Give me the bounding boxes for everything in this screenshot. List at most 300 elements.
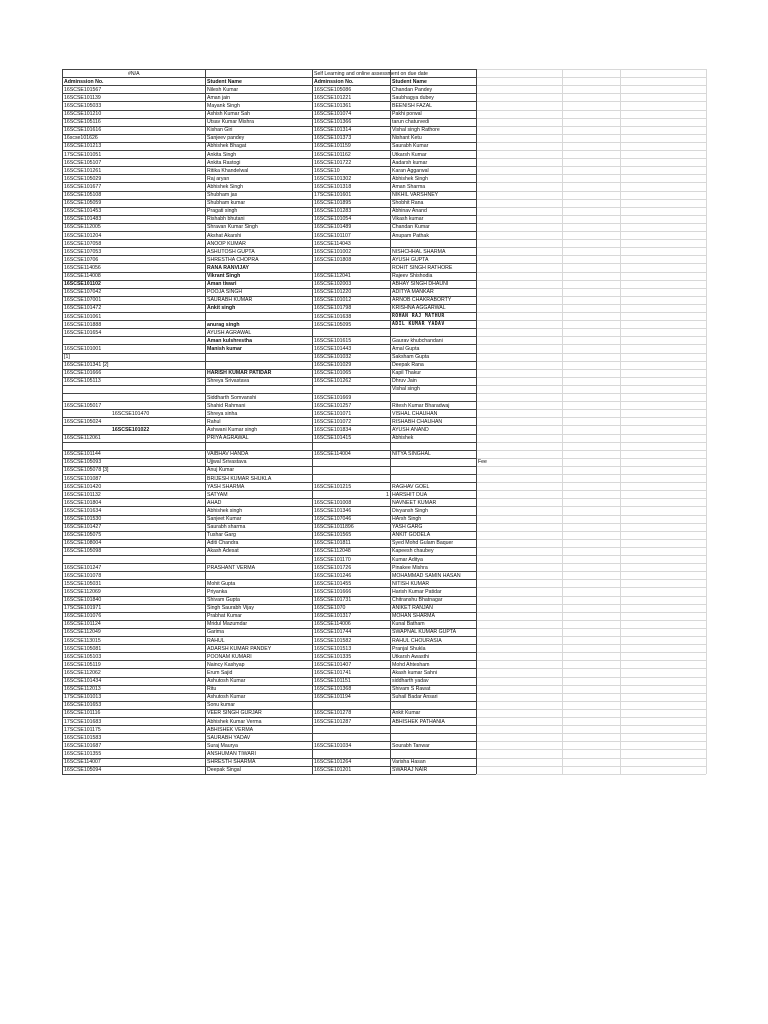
grid-row-line-faint	[476, 110, 706, 111]
student-name-1: Pragati singh	[207, 208, 238, 215]
admission-no-2: 16SCSE101415	[314, 435, 352, 441]
grid-row-line-faint	[476, 482, 706, 483]
student-name-1: Ashish Kumar Sah	[207, 111, 250, 117]
admission-no-1: 16SCSE101102	[64, 281, 101, 288]
admission-no-2: 16SCSE101262	[314, 378, 352, 385]
admission-no-2: 16SCSE1011896	[314, 524, 354, 531]
student-name-1: AHAD	[207, 499, 222, 506]
grid-row-line-faint	[476, 353, 706, 354]
student-name-1: ABHISHEK VERMA	[207, 726, 254, 733]
admission-no-1: 16scse101626	[64, 135, 98, 142]
grid-row-line-faint	[476, 158, 706, 159]
student-name-2: Syed Mohd Gulam Baquer	[392, 540, 454, 547]
student-name-2: tarun chaturvedi	[392, 119, 430, 126]
admission-no-1: 16SCSE108004	[64, 540, 102, 547]
student-name-1: Aman tiwari	[207, 281, 237, 288]
admission-no-2: 16SCSE102003	[314, 281, 352, 288]
student-name-1: Raj aryan	[207, 175, 230, 182]
student-name-1: Priyanka	[207, 588, 228, 595]
admission-no-2: 16SCSE101455	[314, 580, 352, 587]
admission-no-1: 16SCSE101427	[64, 524, 102, 531]
admission-no-2: 16SCSE101443	[314, 345, 352, 352]
grid-row-line-faint	[476, 612, 706, 613]
admission-no-1: 16SCSE101530	[64, 516, 102, 522]
grid-row-line-faint	[476, 344, 706, 345]
student-name-2: Kunal Batham	[392, 621, 425, 628]
student-name-2: SWAPNAL KUMAR GUPTA	[392, 629, 457, 636]
student-name-1: PRASHANT VERMA	[207, 564, 256, 571]
student-name-1: Singh Saurabh Vijay	[207, 605, 254, 612]
admission-no-1: 16SCSE105029	[64, 175, 102, 182]
header-admission-2: Adminssion No.	[314, 78, 354, 85]
admission-no-2: 16SCSE101317	[314, 613, 352, 620]
student-name-1: RAHUL	[207, 637, 225, 644]
admission-no-2: 16SCSE101065	[314, 370, 352, 377]
student-name-2: Deepak Rana	[392, 362, 424, 369]
student-name-2: ABHAY SINGH DHAUNI	[392, 281, 449, 288]
student-name-2: SWARAJ NAIR	[392, 767, 428, 774]
grid-row-line-faint	[476, 126, 706, 127]
student-name-1: Aman kulshrestha	[207, 337, 252, 344]
admission-no-2: 16SCSE101071	[314, 410, 352, 417]
student-name-1: AYUSH AGRAWAL	[207, 329, 252, 336]
admission-no-2: 16SCSE114006	[314, 621, 351, 628]
admission-no-1: 16SCSE101654	[64, 329, 102, 336]
student-name-1: PRIYA AGRAWAL	[207, 435, 249, 441]
admission-no-1: 16SCSE105024	[64, 418, 102, 425]
admission-no-1: 17SCSE101971	[64, 605, 102, 612]
grid-row-line-faint	[476, 774, 706, 775]
student-name-1: Utsav Kumar Mishra	[207, 119, 254, 126]
admission-no-2: 16SCSE101366	[314, 119, 352, 126]
grid-row-line-faint	[476, 215, 706, 216]
student-name-2: Kapil Thakur	[392, 370, 422, 377]
student-name-1: Erum Sajid	[207, 669, 233, 676]
grid-col-line	[312, 69, 313, 774]
student-name-2: Divyansh Singh	[392, 507, 429, 514]
grid-row-line	[62, 466, 476, 467]
admission-no-2: 16SCSE101220	[314, 289, 352, 296]
student-name-1: Vikrant Singh	[207, 273, 241, 279]
grid-row-line-faint	[476, 150, 706, 151]
admission-no-2: 16SCSE101346	[314, 507, 352, 514]
grid-row-line-faint	[476, 677, 706, 678]
student-name-2: Saubhagya dubey	[392, 94, 434, 101]
grid-row-line-faint	[476, 474, 706, 475]
admission-no-2: 16SCSE101283	[314, 208, 352, 215]
student-name-2: Pakhi porwal	[392, 111, 422, 117]
student-name-1: VEER SINGH GURJAR	[207, 710, 262, 717]
grid-row-line-faint	[476, 336, 706, 337]
admission-no-2: 16SCSE10	[314, 167, 340, 174]
student-name-1: Shreya sinha	[207, 410, 238, 417]
admission-no-2: 16SCSE101034	[314, 742, 352, 749]
student-name-1: ANSHUMAN TIWARI	[207, 750, 256, 757]
admission-no-2: 16SCSE105095	[314, 321, 352, 328]
admission-no-1: 16SCSE101453	[64, 208, 102, 215]
student-name-2: Utkarsh Kumar	[392, 151, 427, 158]
student-name-2: Akash kumar Sahni	[392, 669, 437, 676]
admission-no-2: 16SCSE101264	[314, 759, 352, 765]
admission-no-1: 16SCSE105116	[64, 119, 101, 126]
student-name-1: Deepak Singal	[207, 767, 241, 774]
student-name-2: Chitranshu Bhatnagar	[392, 597, 443, 603]
admission-no-2: 16SCSE101107	[314, 232, 351, 239]
grid-row-line-faint	[476, 182, 706, 183]
student-name-1: Garima	[207, 629, 225, 636]
student-name-2: Anupam Pathak	[392, 232, 429, 239]
admission-no-2: 16SCSE114043	[314, 240, 351, 247]
student-name-1: POONAM KUMARI	[207, 653, 252, 660]
grid-row-line-faint	[476, 401, 706, 402]
student-name-2: Kumar Aditya	[392, 556, 423, 563]
admission-no-1: 16SCSE105033	[64, 102, 102, 109]
student-name-1: Abhishek Bhagat	[207, 143, 247, 150]
student-name-2: Saksham Gupta	[392, 354, 430, 360]
student-name-2: ANIKET RANJAN	[392, 605, 433, 612]
grid-row-line-faint	[476, 263, 706, 264]
fee-note: Fee	[478, 459, 487, 466]
grid-row-line-faint	[476, 174, 706, 175]
admission-no-2: 16SCSE101278	[314, 710, 352, 717]
admission-no-2: 16SCSE101012	[314, 297, 352, 304]
student-name-2: Pinakee Mishra	[392, 564, 428, 571]
admission-no-2: 17SCSE101601	[314, 192, 352, 198]
admission-no-2: 16SCSE101008	[314, 499, 352, 506]
admission-no-2: 16SCSE101731	[314, 597, 352, 603]
grid-row-line-faint	[476, 296, 706, 297]
student-name-2: Pranjal Shukla	[392, 645, 426, 652]
admission-no-2: 16SCSE101368	[314, 686, 352, 693]
grid-row-line-faint	[476, 199, 706, 200]
admission-no-2: 16SCSE101615	[314, 337, 352, 344]
grid-row-line-faint	[476, 231, 706, 232]
admission-no-1: 16SCSE112013	[64, 686, 101, 693]
admission-no-1: 16SCSE105103	[64, 653, 102, 660]
admission-no-2: 16SCSE112048	[314, 548, 351, 555]
grid-row-line-faint	[476, 693, 706, 694]
student-name-1: SHRESTHA CHOPRA	[207, 256, 259, 263]
grid-row-line-faint	[476, 312, 706, 313]
admission-no-2: 16SCSE101302	[314, 175, 352, 182]
admission-no-2: 16SCSE101834	[314, 426, 352, 433]
grid-row-line-faint	[476, 207, 706, 208]
student-name-1: SATYAM	[207, 491, 228, 498]
student-name-1: Shahid Rahmani	[207, 402, 246, 409]
student-name-2: Kapeesh chaubey	[392, 548, 434, 555]
admission-no-1: 16SCSE101840	[64, 597, 102, 603]
grid-row-line-faint	[476, 166, 706, 167]
admission-no-1: 16SCSE114056	[64, 264, 101, 271]
admission-no-2: 16SCSE101151	[314, 678, 351, 684]
admission-no-1: [1]	[64, 354, 70, 360]
grid-row-line	[62, 442, 476, 443]
admission-no-1: 17SCSE101683	[64, 718, 102, 725]
admission-no-2: 16SCSE101335	[314, 653, 352, 660]
grid-row-line-faint	[476, 393, 706, 394]
admission-no-1: 16SCSE105017	[64, 402, 102, 409]
student-name-2: ADITYA MANKAR	[392, 289, 434, 296]
grid-col-line	[562, 69, 563, 774]
admission-no-2: 16SCSE101170	[314, 556, 351, 563]
grid-row-line-faint	[476, 563, 706, 564]
admission-no-1: 16SCSE10706	[64, 256, 99, 263]
grid-row-line-faint	[476, 409, 706, 410]
student-name-2: Chandan Kumar	[392, 224, 430, 231]
admission-no-1: 16SCSE101210	[64, 111, 102, 117]
admission-no-1: 17SCSE101051	[64, 151, 102, 158]
student-name-2: Vishal singh Rathore	[392, 127, 440, 134]
student-name-2: HARSHIT DUA	[392, 491, 428, 498]
grid-row-line-faint	[476, 515, 706, 516]
student-name-1: Akshat Akarshi	[207, 232, 242, 239]
student-name-2: MOHAN SHARMA	[392, 613, 435, 620]
admission-no-1: 16SCSE101247	[64, 564, 102, 571]
grid-row-line-faint	[476, 434, 706, 435]
student-name-1: Mohit Gupta	[207, 580, 236, 587]
student-name-1: BRIJESH KUMAR SHUKLA	[207, 475, 272, 482]
admission-no-1: 16SCSE101583	[64, 734, 102, 741]
grid-row-line-faint	[476, 490, 706, 491]
admission-no-2: 16SCSE101054	[314, 216, 352, 223]
admission-no-2: 16SCSE101246	[314, 572, 352, 579]
admission-no-1: 16SCSE101213	[64, 143, 102, 150]
admission-no-1: 16SCSE101804	[64, 499, 102, 506]
admission-no-2: 16SCSE101798	[314, 305, 352, 312]
grid-row-line-faint	[476, 717, 706, 718]
student-name-2: Ritesh Kumar Bharadwaj	[392, 402, 450, 409]
student-name-2: ADIL KUMAR YADAV	[392, 321, 445, 327]
admission-no-2: 16SCSE1070	[314, 605, 346, 612]
header-admission-1: Adminssion No.	[64, 78, 104, 85]
header-name-1: Student Name	[207, 78, 242, 85]
grid-row-line-faint	[476, 369, 706, 370]
student-name-2: siddharth yadav	[392, 678, 429, 684]
admission-no-2: 16SCSE101407	[314, 661, 352, 668]
grid-row-line-faint	[476, 620, 706, 621]
grid-row-line-faint	[476, 69, 706, 70]
admission-no-2: 16SCSE101162	[314, 151, 351, 158]
student-name-1: Ujjwal Srivastava	[207, 459, 247, 466]
grid-row-line	[62, 733, 476, 734]
student-name-2: ARNOB CHAKRABORTY	[392, 297, 452, 304]
student-name-2: KRISHNA AGGARWAL	[392, 305, 446, 312]
student-name-2: Abhishek Singh	[392, 175, 429, 182]
admission-no-2: 16SCSE101221	[314, 94, 352, 101]
grid-row-line-faint	[476, 571, 706, 572]
student-name-2: Dhruv Jain	[392, 378, 417, 385]
student-name-2: Harish Kumar Patidar	[392, 588, 442, 595]
student-name-2: Vikash kumar	[392, 216, 424, 223]
student-name-1: Ankita Rastogi	[207, 159, 241, 166]
admission-no-2: 16SCSE101314	[314, 127, 352, 134]
grid-row-line-faint	[476, 758, 706, 759]
grid-row-line-faint	[476, 733, 706, 734]
student-name-1: Naincy Kashyap	[207, 661, 245, 668]
admission-no-2: 16SCSE101513	[314, 645, 352, 652]
admission-no-2: 16SCSE101257	[314, 402, 352, 409]
grid-col-line	[390, 69, 391, 774]
admission-no-2: 16SCSE101582	[314, 637, 352, 644]
admission-no-2: 16SCSE101565	[314, 532, 352, 539]
student-name-2: Suhail Badar Ansari	[392, 694, 438, 701]
student-name-1: SAURABH KUMAR	[207, 297, 253, 304]
student-name-2: NAVNEET KUMAR	[392, 499, 437, 506]
student-name-1: Saurabh sharma	[207, 524, 246, 531]
student-name-1: Kishan Giri	[207, 127, 233, 134]
admission-no-1: 16SCSE105059	[64, 200, 102, 207]
student-name-2: AYUSH ANAND	[392, 426, 429, 433]
grid-row-line-faint	[476, 709, 706, 710]
admission-no-2: 16SCSE101744	[314, 629, 352, 636]
admission-no-2: 16SCSE101074	[314, 111, 352, 117]
student-name-1: Prabhat Kumar	[207, 613, 242, 620]
admission-no-1: 16SCSE105093	[64, 459, 102, 466]
student-name-1: YASH SHARMA	[207, 483, 245, 490]
grid-row-line-faint	[476, 458, 706, 459]
admission-no-2: 16SCSE101373	[314, 135, 352, 142]
admission-no-1: 16SCSE101116	[64, 710, 101, 717]
admission-no-1: 16SCSE101132	[64, 491, 101, 498]
admission-no-1: 16SCSE101204	[64, 232, 102, 239]
student-name-1: Aditi Chandra	[207, 540, 239, 547]
admission-no-1: 16SCSE105075	[64, 532, 102, 539]
grid-row-line-faint	[476, 450, 706, 451]
admission-no-1: 16SCSE113015	[64, 637, 101, 644]
admission-no-1: 16SCSE101061	[64, 313, 102, 320]
admission-no-1: 16SCSE101022	[112, 426, 150, 433]
grid-row-line-faint	[476, 636, 706, 637]
admission-no-1: 16SCSE105098	[64, 548, 102, 555]
grid-row-line-faint	[476, 741, 706, 742]
admission-no-1: 16SCSE107058	[64, 240, 102, 247]
admission-no-1: 16SCSE112049	[64, 629, 101, 636]
admission-no-1: 16SCSE101677	[64, 183, 102, 190]
grid-row-line-faint	[476, 555, 706, 556]
student-name-2: Mohd Ahtesham	[392, 661, 430, 668]
student-name-1: Abhishek Singh	[207, 183, 244, 190]
admission-no-2: 16SCSE101029	[314, 362, 352, 369]
student-name-2: Shivam S Rawat	[392, 686, 431, 693]
student-name-1: Ritika Khandelwal	[207, 167, 249, 174]
student-name-1: Ashutosh Kumar	[207, 694, 246, 701]
admission-no-1: 16SCSE101355	[64, 750, 102, 757]
admission-no-2: 16SCSE101361	[314, 102, 352, 109]
grid-row-line-faint	[476, 93, 706, 94]
admission-no-1: 16SCSE101616	[64, 127, 102, 134]
admission-no-1: 16SCSE105108	[64, 192, 102, 198]
student-name-2: NIKHIL VARSHNEY	[392, 192, 439, 198]
student-name-1: Shreya Srivastava	[207, 378, 250, 385]
admission-no-2: 16SCSE101194	[314, 694, 351, 701]
grid-col-line	[205, 69, 206, 774]
student-name-1: Shubham jas	[207, 192, 238, 198]
admission-no-1: 16SCSE101001	[64, 345, 102, 352]
admission-no-1: 16SCSE101470	[112, 410, 150, 417]
student-name-1: Shivam Gupta	[207, 597, 240, 603]
admission-no-2: 16SCSE101638	[314, 313, 352, 320]
student-name-2: ABHISHEK PATHANIA	[392, 718, 445, 725]
student-name-2: YASH GARG	[392, 524, 423, 531]
admission-no-1: 16SCSE112069	[64, 588, 101, 595]
admission-no-2: 16SCSE101032	[314, 354, 352, 360]
admission-no-1: 16SCSE101666	[64, 370, 102, 377]
admission-no-1: 16SCSE112061	[64, 435, 101, 441]
student-name-1: Shravan Kumar Singh	[207, 224, 258, 231]
grid-row-line-faint	[476, 77, 706, 78]
admission-no-1: 16SCSE101341 [2]	[64, 362, 109, 369]
student-name-1: ASHUTOSH GUPTA	[207, 248, 255, 255]
student-name-2: VISHAL CHAUHAN	[392, 410, 438, 417]
student-name-2: Varisha Hasan	[392, 759, 426, 765]
student-name-2: ROHIT SINGH RATHORE	[392, 264, 453, 271]
student-name-2: Amal Gupta	[392, 345, 420, 352]
grid-row-line-faint	[476, 466, 706, 467]
student-name-1: VAIBHAV HANDA	[207, 451, 249, 458]
student-name-1: Sanjeev pandey	[207, 135, 245, 142]
student-name-1: Suraj Maurya	[207, 742, 238, 749]
admission-no-1: 16SCSE101139	[64, 94, 101, 101]
admission-no-2: 16SCSE105086	[314, 86, 352, 93]
student-name-2: RISHABH CHAUHAN	[392, 418, 443, 425]
student-name-1: Ankit singh	[207, 305, 236, 312]
admission-no-1: 16SCSE101483	[64, 216, 102, 223]
admission-no-1: 15SCSE105031	[64, 580, 102, 587]
student-name-1: ADARSH KUMAR PANDEY	[207, 645, 272, 652]
admission-no-1: 16SCSE112005	[64, 224, 101, 231]
admission-no-2: 16SCSE101811	[314, 540, 351, 547]
grid-row-line-faint	[476, 539, 706, 540]
admission-no-1: 16SCSE101076	[64, 613, 102, 620]
admission-no-1: 16SCSE107053	[64, 248, 102, 255]
admission-no-2: 16SCSE101287	[314, 718, 352, 725]
admission-no-1: 16SCSE101653	[64, 702, 102, 709]
grid-col-line	[706, 69, 707, 774]
grid-row-line-faint	[476, 725, 706, 726]
admission-no-2: 16SCSE101201	[314, 767, 352, 774]
admission-no-2: 16SCSE101895	[314, 200, 352, 207]
grid-row-line-faint	[476, 118, 706, 119]
student-name-2: Shobhit Rana	[392, 200, 424, 207]
grid-row-line-faint	[476, 191, 706, 192]
student-name-2: Chandan Pandey	[392, 86, 433, 93]
admission-no-2: 16SCSE101666	[314, 588, 352, 595]
student-name-2: NITISH KUMAR	[392, 580, 430, 587]
student-name-1: anurag singh	[207, 321, 240, 328]
student-name-2: Rajeev Shishodia	[392, 273, 433, 279]
student-name-2: RAGHAV GOEL	[392, 483, 430, 490]
student-name-1: POOJA SINGH	[207, 289, 243, 296]
admission-no-1: 16SCSE101434	[64, 678, 102, 684]
grid-col-line	[476, 69, 477, 774]
student-name-1: Manish kumar	[207, 345, 242, 352]
student-name-1: Siddharth Somvanshi	[207, 394, 257, 401]
grid-row-line-faint	[476, 668, 706, 669]
notice-text: Self Learning and online assessment on due date	[314, 70, 428, 77]
admission-no-1: 16SCSE112062	[64, 669, 101, 676]
student-name-1: Rishabh bhutani	[207, 216, 245, 223]
grid-row-line-faint	[476, 498, 706, 499]
student-name-1: Abhishek singh	[207, 507, 243, 514]
admission-no-2: 16SCSE101808	[314, 256, 352, 263]
grid-row-line-faint	[476, 579, 706, 580]
grid-row-line-faint	[476, 531, 706, 532]
grid-row-line-faint	[476, 255, 706, 256]
grid-row-line-faint	[476, 304, 706, 305]
student-name-1: Abhishek Kumar Verma	[207, 718, 262, 725]
admission-no-1: 17SCSE101013	[64, 694, 102, 701]
student-name-1: ANOOP KUMAR	[207, 240, 246, 247]
